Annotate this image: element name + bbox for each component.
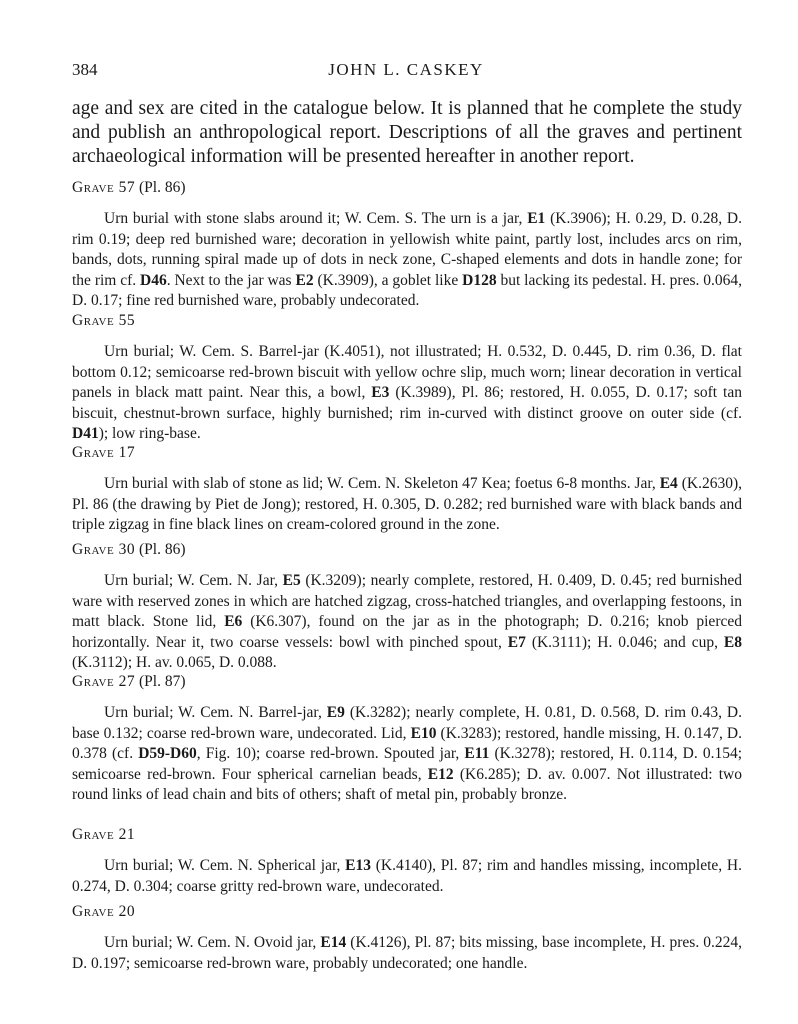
entry-text: Urn burial; W. Cem. N. Barrel-jar, <box>104 704 327 721</box>
grave-label: Grave 21 <box>72 826 136 843</box>
grave-entry <box>72 342 742 445</box>
grave-heading <box>72 442 742 464</box>
grave-heading <box>72 177 742 199</box>
catalogue-number: E11 <box>464 745 490 762</box>
entry-text: (K.2630), Pl. 86 (the drawing by Piet de Jong); restored, H. 0.305, D. 0.282; red burnished ware with black bands and triple zigzag in fine black lines on cream-colored ground in the zone. <box>72 475 742 533</box>
grave-section <box>72 901 742 974</box>
grave-entry <box>72 474 742 536</box>
entry-text: (K.3111); H. 0.046; and cup, <box>525 633 724 651</box>
page-number: 384 <box>72 60 98 79</box>
entry-text: (K.4140), Pl. 87; rim and handles missing, incomplete, H. 0.274, D. 0.304; coarse gritty red-brown ware, undecorated. <box>72 857 742 895</box>
grave-label: Grave 20 <box>72 903 136 920</box>
entry-text: (K.3209); nearly complete, restored, H. 0.409, D. 0.45; red burnished ware with reserved zones in which are hatched zigzag, cross-hatched triangles, and overlapping festoons, in matt black. Stone lid, <box>72 572 742 630</box>
grave-heading <box>72 901 742 923</box>
entry-text: (K6.285); D. av. 0.007. Not illustrated: two round links of lead chain and bits of others; shaft of metal pin, probably bronze. <box>72 765 742 803</box>
grave-entry <box>72 209 742 312</box>
catalogue-number: E14 <box>320 934 347 951</box>
grave-entry <box>72 703 742 806</box>
grave-label: Grave 55 <box>72 312 136 329</box>
entry-text: Urn burial; W. Cem. N. Spherical jar, <box>104 857 346 874</box>
page-header <box>72 60 740 84</box>
grave-heading <box>72 671 742 693</box>
entry-text: (K6.307), found on the jar as in the photograph; D. 0.216; knob pierced horizontally. Near it, two coarse vessels: bowl with pinched spout, <box>72 613 742 651</box>
catalogue-number: D46 <box>140 271 167 289</box>
catalogue-number: E10 <box>410 724 437 742</box>
entry-text: ); low ring-base. <box>98 425 201 442</box>
catalogue-number: E1 <box>527 210 546 227</box>
catalogue-number: E4 <box>659 475 678 492</box>
grave-plate: (Pl. 87) <box>138 673 186 690</box>
grave-plate: (Pl. 86) <box>138 179 186 196</box>
grave-label: Grave 57 <box>72 179 136 196</box>
entry-text: Urn burial with stone slabs around it; W. Cem. S. The urn is a jar, <box>104 210 528 227</box>
catalogue-number: D41 <box>72 425 99 442</box>
catalogue-number: E6 <box>224 613 243 630</box>
entry-text: (K.3989), Pl. 86; restored, H. 0.055, D. 0.17; soft tan biscuit, chestnut-brown surface, highly burnished; rim in-curved with distinct groove on outer side (cf. <box>72 384 742 422</box>
entry-text: (K.3278); restored, H. 0.114, D. 0.154; semicoarse red-brown. Four spherical carnelian beads, <box>72 745 743 783</box>
grave-entry <box>72 933 742 974</box>
entry-text: Urn burial; W. Cem. N. Ovoid jar, <box>104 934 321 951</box>
grave-section <box>72 671 742 806</box>
grave-heading <box>72 310 742 332</box>
grave-section <box>72 824 742 897</box>
grave-heading <box>72 824 742 846</box>
catalogue-number: E3 <box>371 384 390 401</box>
entry-text: (K.4126), Pl. 87; bits missing, base incomplete, H. pres. 0.224, D. 0.197; semicoarse red-brown ware, probably undecorated; one handle. <box>72 934 743 972</box>
entry-text: Urn burial with slab of stone as lid; W. Cem. N. Skeleton 47 Kea; foetus 6-8 months. Jar, <box>104 475 660 492</box>
grave-label: Grave 30 <box>72 541 136 558</box>
running-head: JOHN L. CASKEY <box>328 60 484 79</box>
catalogue-number: E12 <box>427 765 454 783</box>
grave-heading <box>72 539 742 561</box>
entry-text: (K.3282); nearly complete, H. 0.81, D. 0.568, D. rim 0.43, D. base 0.132; coarse red-brown ware, undecorated. Lid, <box>72 704 742 742</box>
entry-text: Urn burial; W. Cem. N. Jar, <box>104 572 283 589</box>
entry-text: (K.3909), a goblet like <box>313 271 463 289</box>
catalogue-number: E13 <box>345 857 371 874</box>
grave-section <box>72 177 742 312</box>
grave-plate: (Pl. 86) <box>138 541 186 558</box>
grave-label: Grave 17 <box>72 444 136 461</box>
catalogue-number: E8 <box>723 633 742 651</box>
entry-text: , Fig. 10); coarse red-brown. Spouted jar, <box>196 745 465 762</box>
entry-text: Urn burial; W. Cem. S. Barrel-jar (K.4051), not illustrated; H. 0.532, D. 0.445, D. rim 0.36, D. flat bottom 0.12; semicoarse red-brown biscuit with yellow ochre slip, much worn; linear decoration in vertical panels in black matt paint. Near this, a bowl, <box>72 343 742 401</box>
entry-text: but lacking its pedestal. H. pres. 0.064, D. 0.17; fine red burnished ware, probably undecorated. <box>72 271 742 309</box>
grave-section <box>72 442 742 536</box>
catalogue-number: D128 <box>462 271 497 289</box>
entry-text: (K.3112); H. av. 0.065, D. 0.088. <box>72 654 277 671</box>
entry-text: (K.3283); restored, handle missing, H. 0.147, D. 0.378 (cf. <box>72 724 742 762</box>
catalogue-number: E5 <box>282 572 301 589</box>
entry-text: . Next to the jar was <box>166 271 296 289</box>
entry-text: (K.3906); H. 0.29, D. 0.28, D. rim 0.19; deep red burnished ware; decoration in yellowish white paint, partly lost, includes arcs on rim, bands, dots, running spiral made up of dots in neck zone, C-shaped elements and dots in handle zone; for the rim cf. <box>72 210 743 289</box>
grave-entry <box>72 571 742 674</box>
grave-label: Grave 27 <box>72 673 136 690</box>
catalogue-number: E9 <box>326 704 345 721</box>
catalogue-number: E2 <box>295 271 314 289</box>
intro-paragraph: age and sex are cited in the catalogue below. It is planned that he complete the study and publish an anthropological report. Descriptions of all the graves and pertinent archaeological information will be presented hereafter in another report. <box>72 98 742 167</box>
grave-section <box>72 539 742 674</box>
grave-section <box>72 310 742 445</box>
catalogue-number: D59-D60 <box>138 745 197 762</box>
catalogue-number: E7 <box>507 633 526 651</box>
grave-entry <box>72 856 742 897</box>
